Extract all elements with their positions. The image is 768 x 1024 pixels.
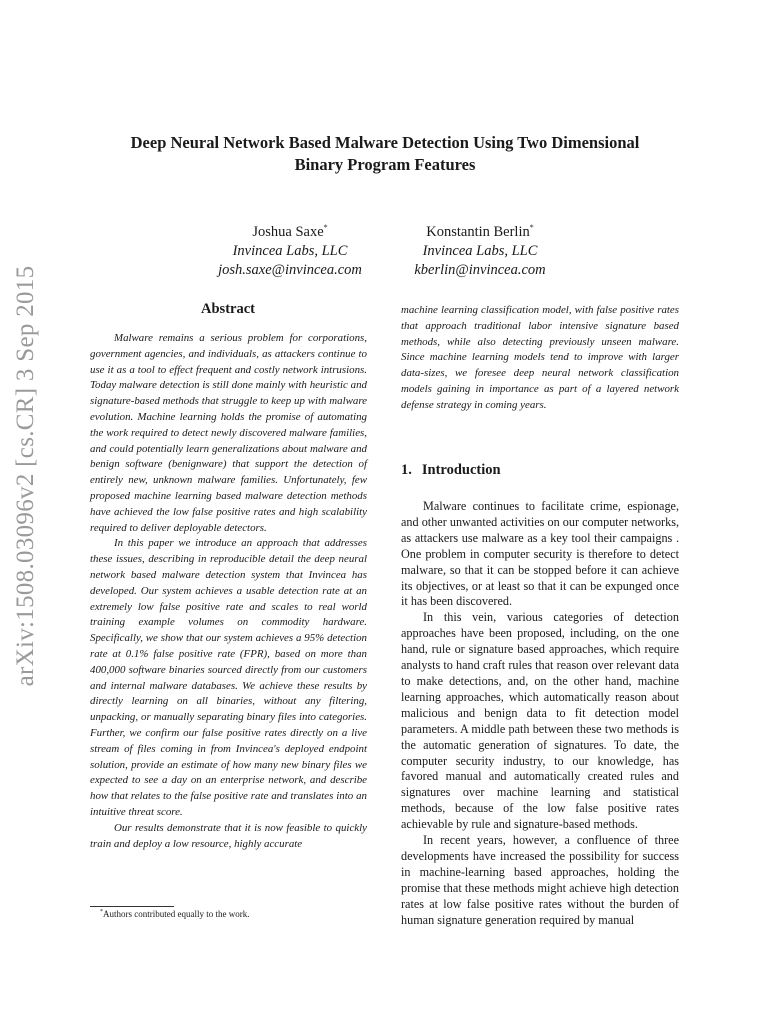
section-number: 1. [401,462,412,478]
abstract-left-column [90,331,367,852]
author-name: Joshua Saxe [252,223,324,240]
abstract-paragraph-3: Our results demonstrate that it is now feasible to quickly train and deploy a low resource, highly accurate [90,821,367,850]
footnote-rule [90,906,174,907]
footnote-mark: * [100,909,103,915]
abstract-paragraph-2: In this paper we introduce an approach that addresses these issues, describing in reproducible detail the deep neural network based malware detection system that Invincea has developed. Our system achieves a usable detection rate at an extremely low false positive rate and scales to real world training example volumes on commodity hardware. Specifically, we show that our system achieves a 95% detection rate at 0.1% false positive rate (FPR), based on more than 400,000 software binaries sourced directly from our customers and internal malware databases. We achieve these results by directly learning on all binaries, without any filtering, unpacking, or manually separating binary files into categories. Further, we confirm our false positive rates directly on a live stream of files coming in from Invincea's deployed endpoint solution, provide an estimate of how many new binary files we expected to see a day on an enterprise network, and describe how that relates to the false positive rate and translates into an intuitive threat score. [90,537,367,818]
intro-paragraph-1: Malware continues to facilitate crime, espionage, and other unwanted activities on our computer networks, as attackers use malware as a key tool their campaigns . One problem in computer security is therefore to detect malware, so that it can be stopped before it can achieve its objectives, or at least so that it can be expunged once it has been discovered. [401,499,679,609]
footnote-text: Authors contributed equally to the work. [103,909,250,919]
footnote [100,909,249,919]
arxiv-identifier-text: arXiv:1508.03096v2 [cs.CR] 3 Sep 2015 [12,265,39,687]
abstract-heading: Abstract [201,301,255,317]
paper-title [90,132,680,176]
intro-paragraph-3: In recent years, however, a confluence of three developments have increased the possibility for success in machine-learning based approaches, holding the promise that these methods might achieve high detection rates at low false positive rates without the burden of human signature generation required by manual [401,833,679,927]
abstract-paragraph-1: Malware remains a serious problem for corporations, government agencies, and individuals, as attackers continue to use it as a tool to effect frequent and costly network intrusions. Today malware detection is still done mainly with heuristic and signature-based methods that struggle to keep up with malware evolution. Machine learning holds the promise of automating the work required to detect newly discovered malware families, and could potentially learn generalizations about malware and benign software (benignware) that support the detection of entirely new, unknown malware families. Unfortunately, few proposed machine learning based malware detection methods have achieved the low false positive rates and high scalability required to deliver deployable detectors. [90,332,367,534]
abstract-right-column [401,303,679,414]
section-title: Introduction [421,462,501,478]
section-heading-introduction [401,462,501,479]
author-block-1 [200,218,380,280]
author-mark: * [323,223,328,232]
arxiv-identifier-stamp [4,258,48,694]
author-email: josh.saxe@invincea.com [218,261,362,278]
abstract-paragraph-3-continued: machine learning classification model, with false positive rates that approach traditional labor intensive signature based methods, while also detecting previously unseen malware. Since machine learning models tend to improve with larger data-sizes, we foresee deep neural network classification models gaining in importance as part of a layered network defense strategy in coming years. [401,304,679,411]
author-affiliation: Invincea Labs, LLC [422,242,538,259]
title-line-1: Deep Neural Network Based Malware Detection Using Two Dimensional [130,133,640,152]
author-affiliation: Invincea Labs, LLC [232,242,348,259]
introduction-body [401,499,679,928]
author-email: kberlin@invincea.com [414,261,546,278]
intro-paragraph-2: In this vein, various categories of detection approaches have been proposed, including, on the one hand, rule or signature based approaches, which require analysts to hand craft rules that reason over relevant data to make detections, and, on the other hand, machine learning approaches, which automatically reason about malicious and benign data to fit detection model parameters. A middle path between these two methods is the automatic generation of signatures. To date, the computer security industry, to our knowledge, has favored manual and automatically created rules and signatures over machine learning and statistical methods, because of the low false positive rates achievable by rule and signature-based methods. [401,610,679,832]
title-line-2: Binary Program Features [294,155,476,174]
author-block-2 [390,218,570,280]
author-name: Konstantin Berlin [426,223,530,240]
author-mark: * [529,223,534,232]
